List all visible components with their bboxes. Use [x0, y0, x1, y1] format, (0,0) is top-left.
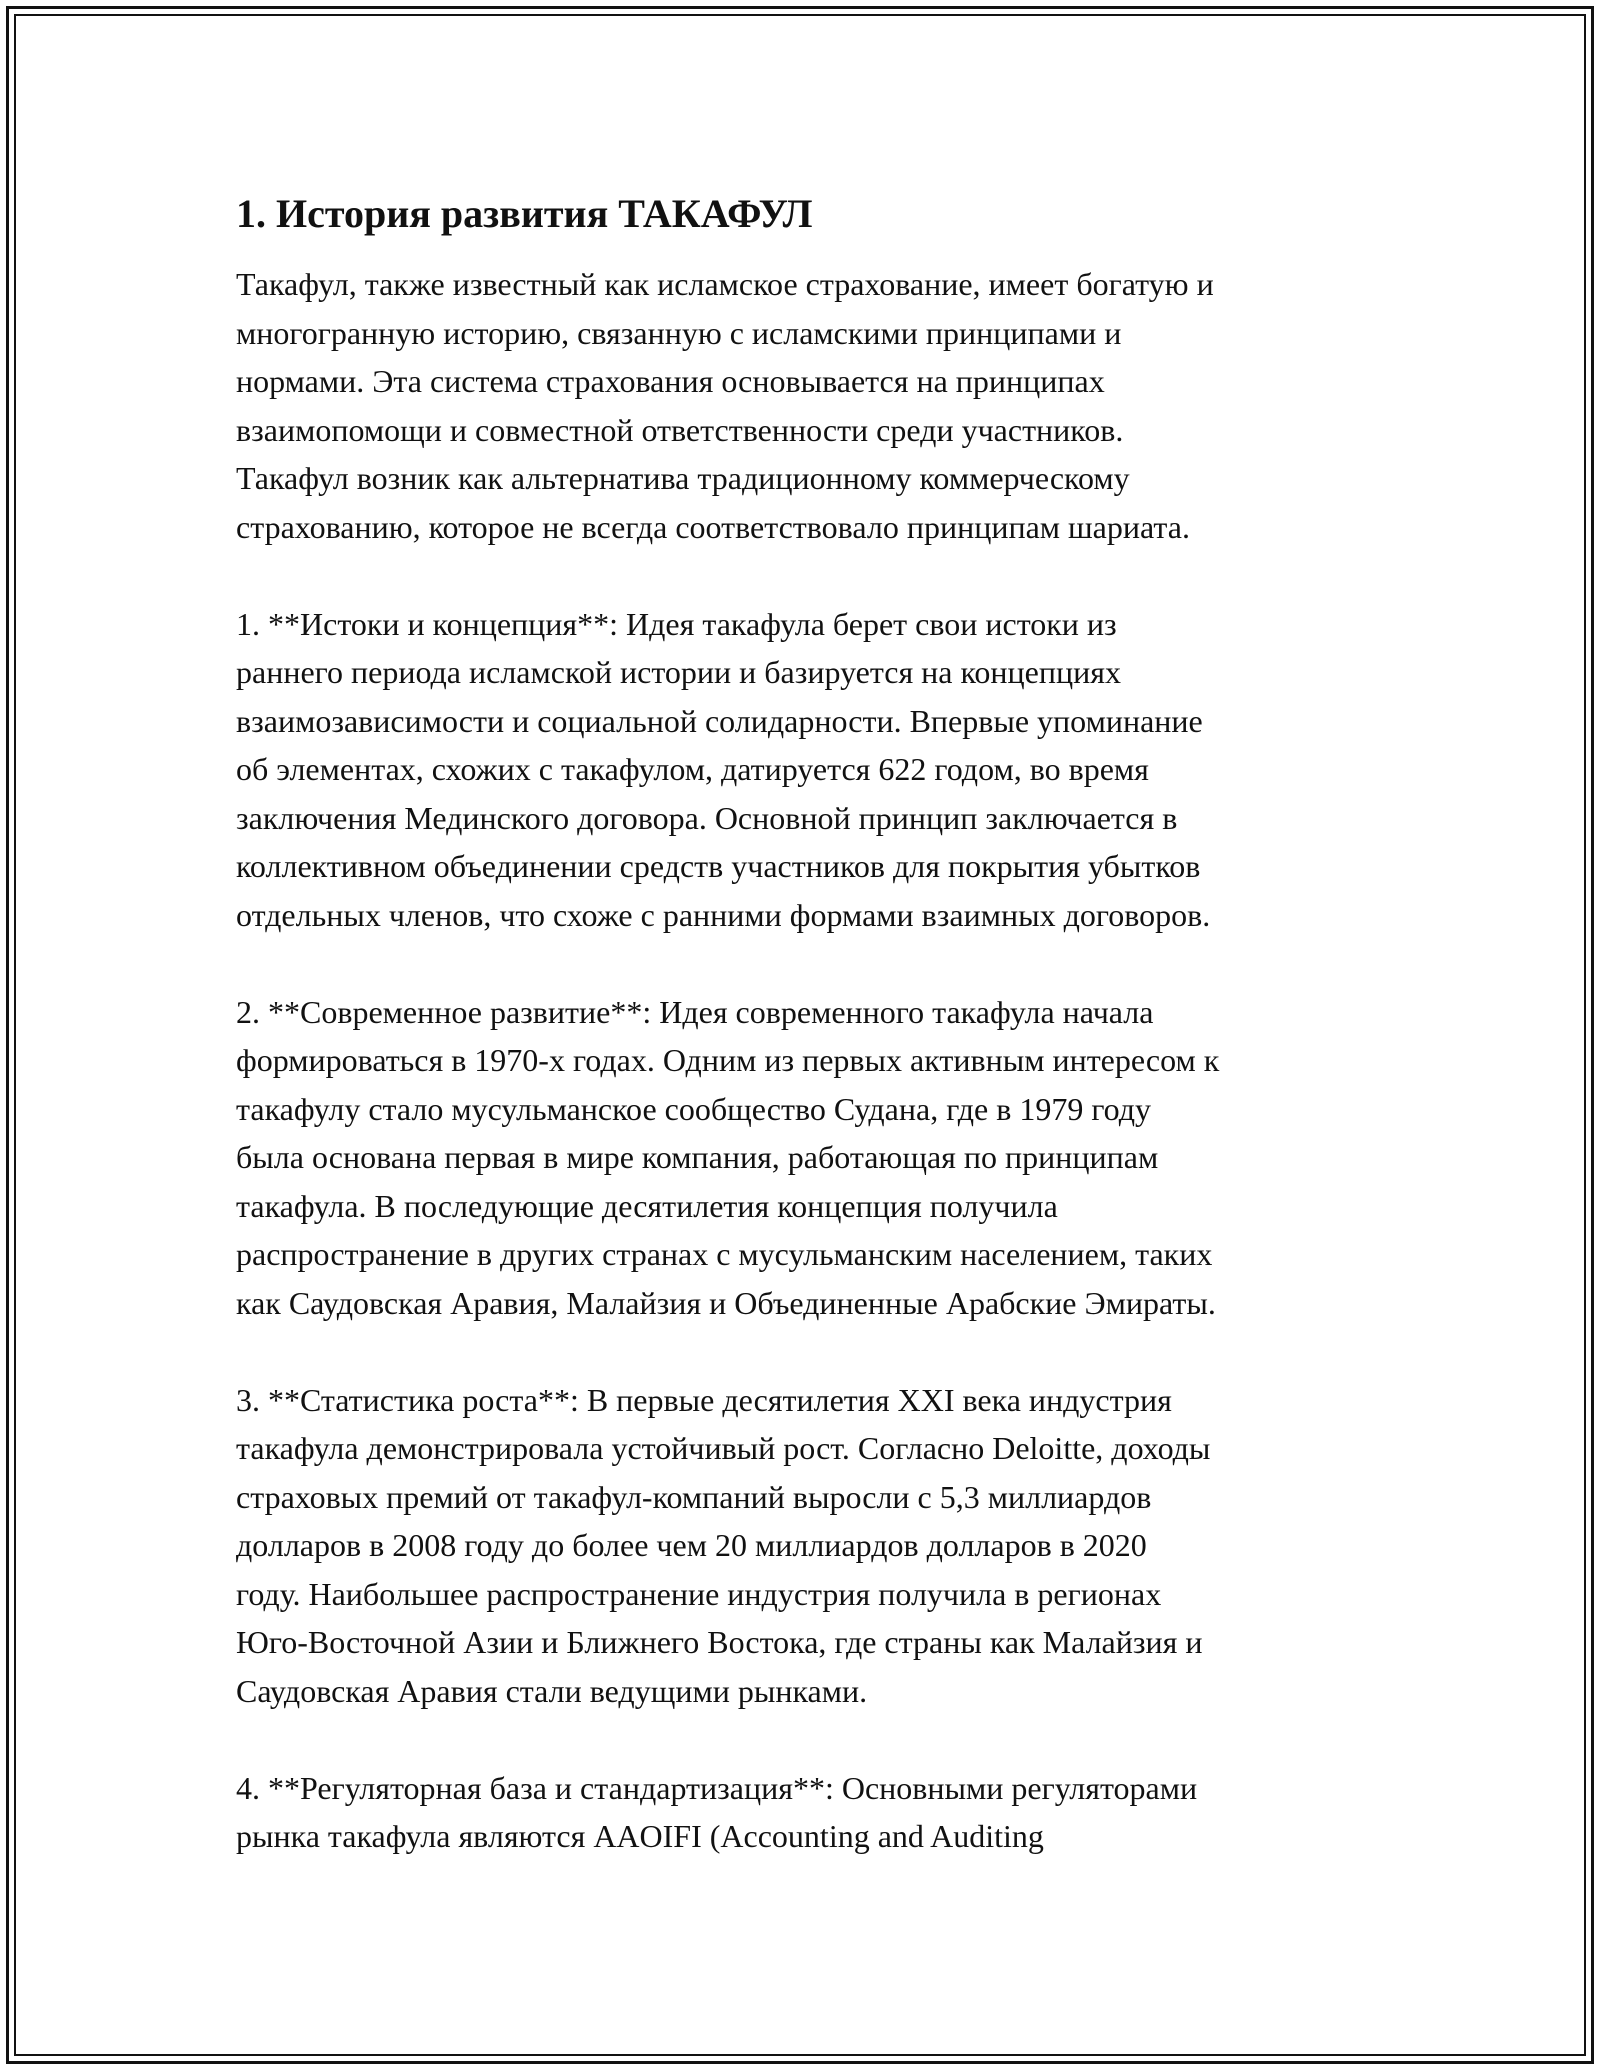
paragraph — [236, 1764, 1376, 1861]
text-line: Такафул, также известный как исламское страхование, имеет богатую и — [236, 266, 1214, 302]
paragraph — [236, 988, 1376, 1328]
paragraph — [236, 1376, 1376, 1716]
text-line: заключения Мединского договора. Основной принцип заключается в — [236, 799, 1178, 836]
text-line: 3. **Статистика роста**: В первые десятилетия XXI века индустрия — [236, 1381, 1172, 1418]
text-line: отдельных членов, что схоже с ранними формами взаимных договоров. — [236, 896, 1211, 933]
text-line: рынка такафула являются AAOIFI (Accounting and Auditing — [236, 1818, 1044, 1854]
section-heading: 1. История развития ТАКАФУЛ — [236, 191, 813, 236]
text-line: коллективном объединении средств участников для покрытия убытков — [236, 848, 1201, 884]
text-line: Юго-Восточной Азии и Ближнего Востока, где страны как Малайзия и — [236, 1624, 1203, 1660]
text-line: взаимопомощи и совместной ответственности среди участников. — [236, 411, 1124, 448]
document-body — [236, 188, 1376, 1909]
text-line: была основана первая в мире компания, работающая по принципам — [236, 1139, 1159, 1175]
text-line: 4. **Регуляторная база и стандартизация**: Основными регуляторами — [236, 1769, 1198, 1806]
text-line: страховых премий от такафул-компаний выросли с 5,3 миллиардов — [236, 1478, 1152, 1515]
text-line: 2. **Современное развитие**: Идея современного такафула начала — [236, 993, 1154, 1030]
paragraph — [236, 600, 1376, 940]
text-line: такафула. В последующие десятилетия концепция получила — [236, 1187, 1058, 1224]
text-line: как Саудовская Аравия, Малайзия и Объединенные Арабские Эмираты. — [236, 1284, 1216, 1321]
text-line: распространение в других странах с мусульманским населением, таких — [236, 1236, 1213, 1272]
text-line: Такафул возник как альтернатива традиционному коммерческому — [236, 460, 1130, 496]
text-line: раннего периода исламской истории и базируется на концепциях — [236, 654, 1121, 690]
text-line: долларов в 2008 году до более чем 20 миллиардов долларов в 2020 — [236, 1527, 1147, 1563]
text-line: Саудовская Аравия стали ведущими рынками. — [236, 1672, 868, 1709]
text-line: нормами. Эта система страхования основывается на принципах — [236, 363, 1105, 399]
paragraphs-container — [236, 260, 1376, 1861]
text-line: такафулу стало мусульманское сообщество Судана, где в 1979 году — [236, 1090, 1151, 1127]
text-line: взаимозависимости и социальной солидарности. Впервые упоминание — [236, 702, 1203, 739]
text-line: такафула демонстрировала устойчивый рост. Согласно Deloitte, доходы — [236, 1430, 1211, 1466]
text-line: формироваться в 1970-х годах. Одним из первых активным интересом к — [236, 1042, 1220, 1078]
paragraph — [236, 260, 1376, 551]
text-line: 1. **Истоки и концепция**: Идея такафула берет свои истоки из — [236, 605, 1117, 642]
text-line: об элементах, схожих с такафулом, датируется 622 годом, во время — [236, 751, 1149, 787]
text-line: многогранную историю, связанную с исламскими принципами и — [236, 314, 1122, 351]
text-line: страхованию, которое не всегда соответствовало принципам шариата. — [236, 508, 1190, 545]
text-line: году. Наибольшее распространение индустрия получила в регионах — [236, 1575, 1162, 1612]
